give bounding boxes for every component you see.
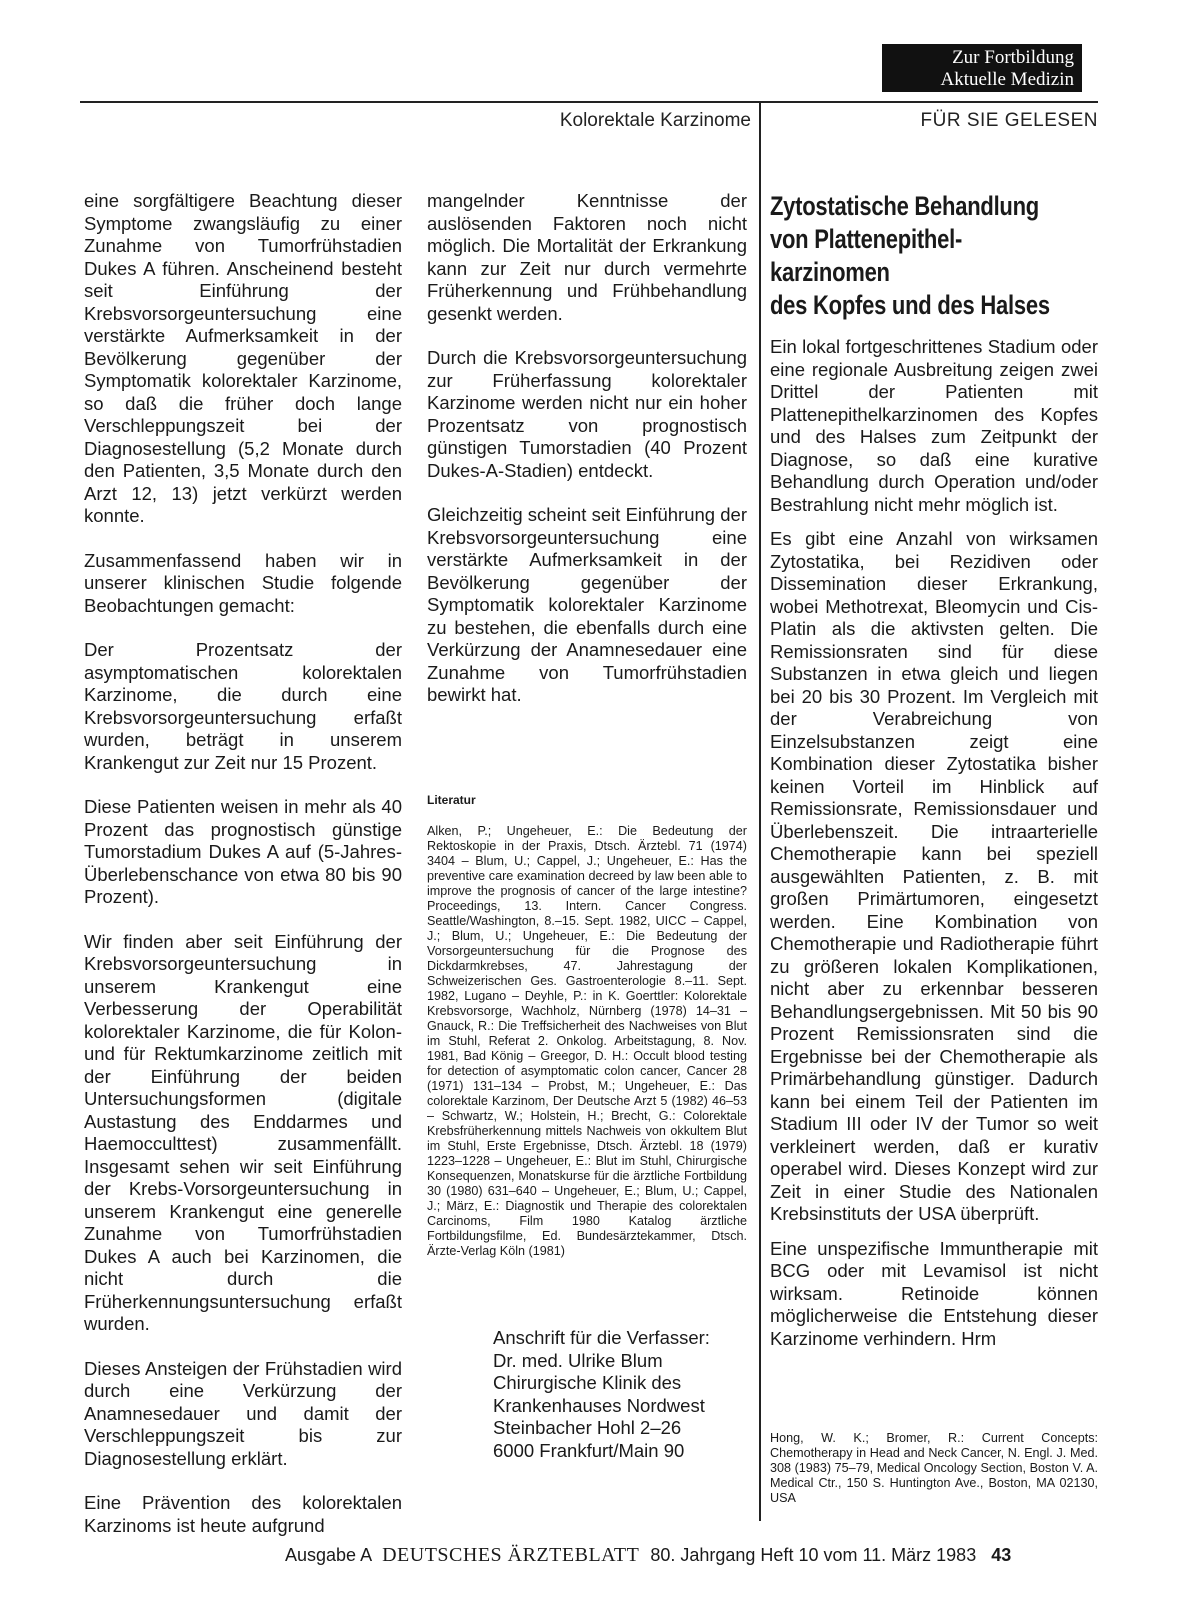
footer-edition: Ausgabe A xyxy=(285,1545,372,1565)
paragraph: Zusammenfassend haben wir in unserer klinischen Studie folgende Beobachtungen gemacht: xyxy=(84,549,402,616)
section-badge xyxy=(882,44,1082,92)
footer-issue: 80. Jahrgang Heft 10 vom 11. März 1983 xyxy=(650,1545,977,1565)
address-line: Chirurgische Klinik des xyxy=(493,1372,682,1393)
paragraph: Durch die Krebsvorsorgeuntersuchung zur Früherfassung kolorektaler Karzinome werden nicht nur ein hoher Prozentsatz von prognostisch günstigen Tumorstadien (40 Prozent Dukes-A-Stadien) entdeckt. xyxy=(427,347,747,481)
address-line: Anschrift für die Verfasser: xyxy=(493,1327,710,1348)
address-line: Steinbacher Hohl 2–26 xyxy=(493,1417,682,1438)
footer-journal: DEUTSCHES ÄRZTEBLATT xyxy=(382,1544,640,1566)
paragraph: eine sorgfältigere Beachtung dieser Symptome zwangsläufig zu einer Zunahme von Tumorfrühstadien Dukes A führen. Anscheinend besteht seit Einführung der Krebsvorsorgeuntersuchung eine verstärkte Aufmerksamkeit in der Bevölkerung gegenüber der Symptomatik kolorektaler Karzinome, so daß die früher doch lange Verschleppungszeit bei der Diagnosestellung (5,2 Monate durch den Patienten, 3,5 Monate durch den Arzt 12, 13) jetzt verkürzt werden konnte. xyxy=(84,190,402,526)
source-reference: Hong, W. K.; Bromer, R.: Current Concepts: Chemotherapy in Head and Neck Cancer, N. Engl. J. Med. 308 (1983) 75–79, Medical Oncology Section, Boston V. A. Medical Ctr., 150 S. Huntington Ave., Boston, MA 02130, USA xyxy=(770,1431,1098,1505)
section-title-right: FÜR SIE GELESEN xyxy=(920,110,1098,131)
author-address xyxy=(493,1327,710,1462)
header-rule xyxy=(80,101,1098,103)
text-column-2 xyxy=(427,190,747,729)
reference-list: Alken, P.; Ungeheuer, E.: Die Bedeutung der Rektoskopie in der Praxis, Dtsch. Ärztebl. 71 (1974) 3404 – Blum, U.; Cappel, J.; Ungeheuer, E.: Has the preventive care examination decreed by law been able to improve the prognosis of cancer of the large intestine? Proceedings, 13. Intern. Cancer Congress. Seattle/Washington, 8.–15. Sept. 1982, UICC – Cappel, J.; Blum, U.; Ungeheuer, E.: Die Bedeutung der Vorsorgeuntersuchung für die Prognose des Dickdarmkrebses, 47. Jahrestagung der Schweizerischen Ges. Gastroenterologie 8.–11. Sept. 1982, Lugano – Deyhle, P.: in K. Goerttler: Kolorektale Krebsvorsorge, Wachholz, Nürnberg (1978) 14–31 – Gnauck, R.: Die Treffsicherheit des Nachweises von Blut im Stuhl, Referat 2. Onkolog. Arbeitstagung, 8. Nov. 1981, Bad König – Greegor, D. H.: Occult blood testing for detection of asymptomatic colon cancer, Cancer 28 (1971) 131–134 – Probst, M.; Ungeheuer, E.: Das colorektale Karzinom, Der Deutsche Arzt 5 (1982) 46–53 – Schwartz, W.; Holstein, H.; Brecht, G.: Colorektale Krebsfrüherkennung mittels Nachweis von okkultem Blut im Stuhl, Erste Ergebnisse, Dtsch. Ärztebl. 18 (1979) 1223–1228 – Ungeheuer, E.: Blut im Stuhl, Chirurgische Konsequenzen, Monatskurse für die ärztliche Fortbildung 30 (1980) 631–640 – Ungeheuer, E.; Blum, U.; Cappel, J.; März, E.: Diagnostik und Therapie des colorektalen Carcinoms, Film 1980 Katalog ärztliche Fortbildungsfilme, Ed. Bundesärztekammer, Dtsch. Ärzte-Verlag Köln (1981) xyxy=(427,824,747,1258)
paragraph: Der Prozentsatz der asymptomatischen kolorektalen Karzinome, die durch eine Krebsvorsorgeuntersuchung erfaßt wurden, beträgt in unserem Krankengut zur Zeit nur 15 Prozent. xyxy=(84,639,402,773)
address-line: Dr. med. Ulrike Blum xyxy=(493,1349,663,1371)
address-line: Krankenhauses Nordwest xyxy=(493,1394,705,1416)
paragraph: Eine unspezifische Immuntherapie mit BCG oder mit Levamisol ist nicht wirksam. Retinoide können möglicherweise die Entstehung dieser Karzinome verhindern. Hrm xyxy=(770,1237,1098,1349)
section-title-left: Kolorektale Karzinome xyxy=(559,110,751,131)
address-line: 6000 Frankfurt/Main 90 xyxy=(493,1439,685,1461)
paragraph: Es gibt eine Anzahl von wirksamen Zytostatika, bei Rezidiven oder Dissemination dieser Erkrankung, wobei Methotrexat, Bleomycin und Cis-Platin als die aktivsten gelten. Die Remissionsraten sind für diese Substanzen in etwa gleich und liegen bei 20 bis 30 Prozent. Im Vergleich mit der Verabreichung von Einzelsubstanzen zeigt eine Kombination dieser Zytostatika bisher keinen Vorteil im Hinblick auf Remissionsrate, Remissionsdauer und Überlebenszeit. Die intraarterielle Chemotherapie kann bei speziell ausgewählten Patienten, z. B. mit großen Primärtumoren, eingesetzt werden. Eine Kombination von Chemotherapie und Radiotherapie führt zu größeren lokalen Komplikationen, nicht aber zu erkennbar besseren Behandlungsergebnissen. Mit 50 bis 90 Prozent Remissionsraten sind die Ergebnisse bei der Chemotherapie als Primärbehandlung günstiger. Dadurch kann bei einem Teil der Patienten im Stadium III oder IV der Tumor so weit verkleinert werden, daß er kurativ operabel wird. Dieses Konzept wird zur Zeit in einer Studie des Nationalen Krebsinstituts der USA überprüft. xyxy=(770,528,1098,1224)
badge-line-2: Aktuelle Medizin xyxy=(940,69,1074,90)
text-column-3 xyxy=(770,336,1098,1372)
badge-line-1: Zur Fortbildung xyxy=(952,47,1074,68)
paragraph: Dieses Ansteigen der Frühstadien wird durch eine Verkürzung der Anamnesedauer und damit der Verschleppungszeit bis zur Diagnosestellung erklärt. xyxy=(84,1357,402,1469)
paragraph: Wir finden aber seit Einführung der Krebsvorsorgeuntersuchung in unserem Krankengut eine Verbesserung der Operabilität kolorektaler Karzinome, die für Kolon- und für Rektumkarzinome zeitlich mit der Einführung der beiden Untersuchungsformen (digitale Austastung des Enddarmes und Haemocculttest) zusammenfällt. Insgesamt sehen wir seit Einführung der Krebs-Vorsorgeuntersuchung in unserem Krankengut eine generelle Zunahme von Tumorfrühstadien Dukes A auch bei Karzinomen, die nicht durch die Früherkennungsuntersuchung erfaßt wurden. xyxy=(84,930,402,1334)
title-line: Zytostatische Behandlung xyxy=(770,191,1039,221)
paragraph: Diese Patienten weisen in mehr als 40 Prozent das prognostisch günstige Tumorstadium Dukes A auf (5-Jahres-Überlebenschance von etwa 80 bis 90 Prozent). xyxy=(84,796,402,907)
page-footer xyxy=(285,1544,1011,1567)
title-line: des Kopfes und des Halses xyxy=(770,290,1050,320)
title-line: karzinomen xyxy=(770,257,890,287)
paragraph: Gleichzeitig scheint seit Einführung der Krebsvorsorgeuntersuchung eine verstärkte Aufmerksamkeit in der Bevölkerung gegenüber der Symptomatik kolorektaler Karzinome zu bestehen, die ebenfalls durch eine Verkürzung der Anamnesedauer eine Zunahme von Tumorfrühstadien bewirkt hat. xyxy=(427,504,747,705)
article-title xyxy=(770,190,1102,322)
paragraph: Ein lokal fortgeschrittenes Stadium oder eine regionale Ausbreitung zeigen zwei Drittel der Patienten mit Plattenepithelkarzinomen des Kopfes und des Halses zum Zeitpunkt der Diagnose, so daß eine kurative Behandlung durch Operation und/oder Bestrahlung nicht mehr möglich ist. xyxy=(770,336,1098,515)
paragraph: Eine Prävention des kolorektalen Karzinoms ist heute aufgrund xyxy=(84,1492,402,1536)
paragraph: mangelnder Kenntnisse der auslösenden Faktoren noch nicht möglich. Die Mortalität der Erkrankung kann zur Zeit nur durch vermehrte Früherkennung und Frühbehandlung gesenkt werden. xyxy=(427,190,747,324)
text-column-1 xyxy=(84,190,402,1559)
title-line: von Plattenepithel- xyxy=(770,224,963,254)
page-number: 43 xyxy=(991,1545,1012,1565)
literature-heading: Literatur xyxy=(427,793,476,807)
column-divider xyxy=(759,101,761,1521)
